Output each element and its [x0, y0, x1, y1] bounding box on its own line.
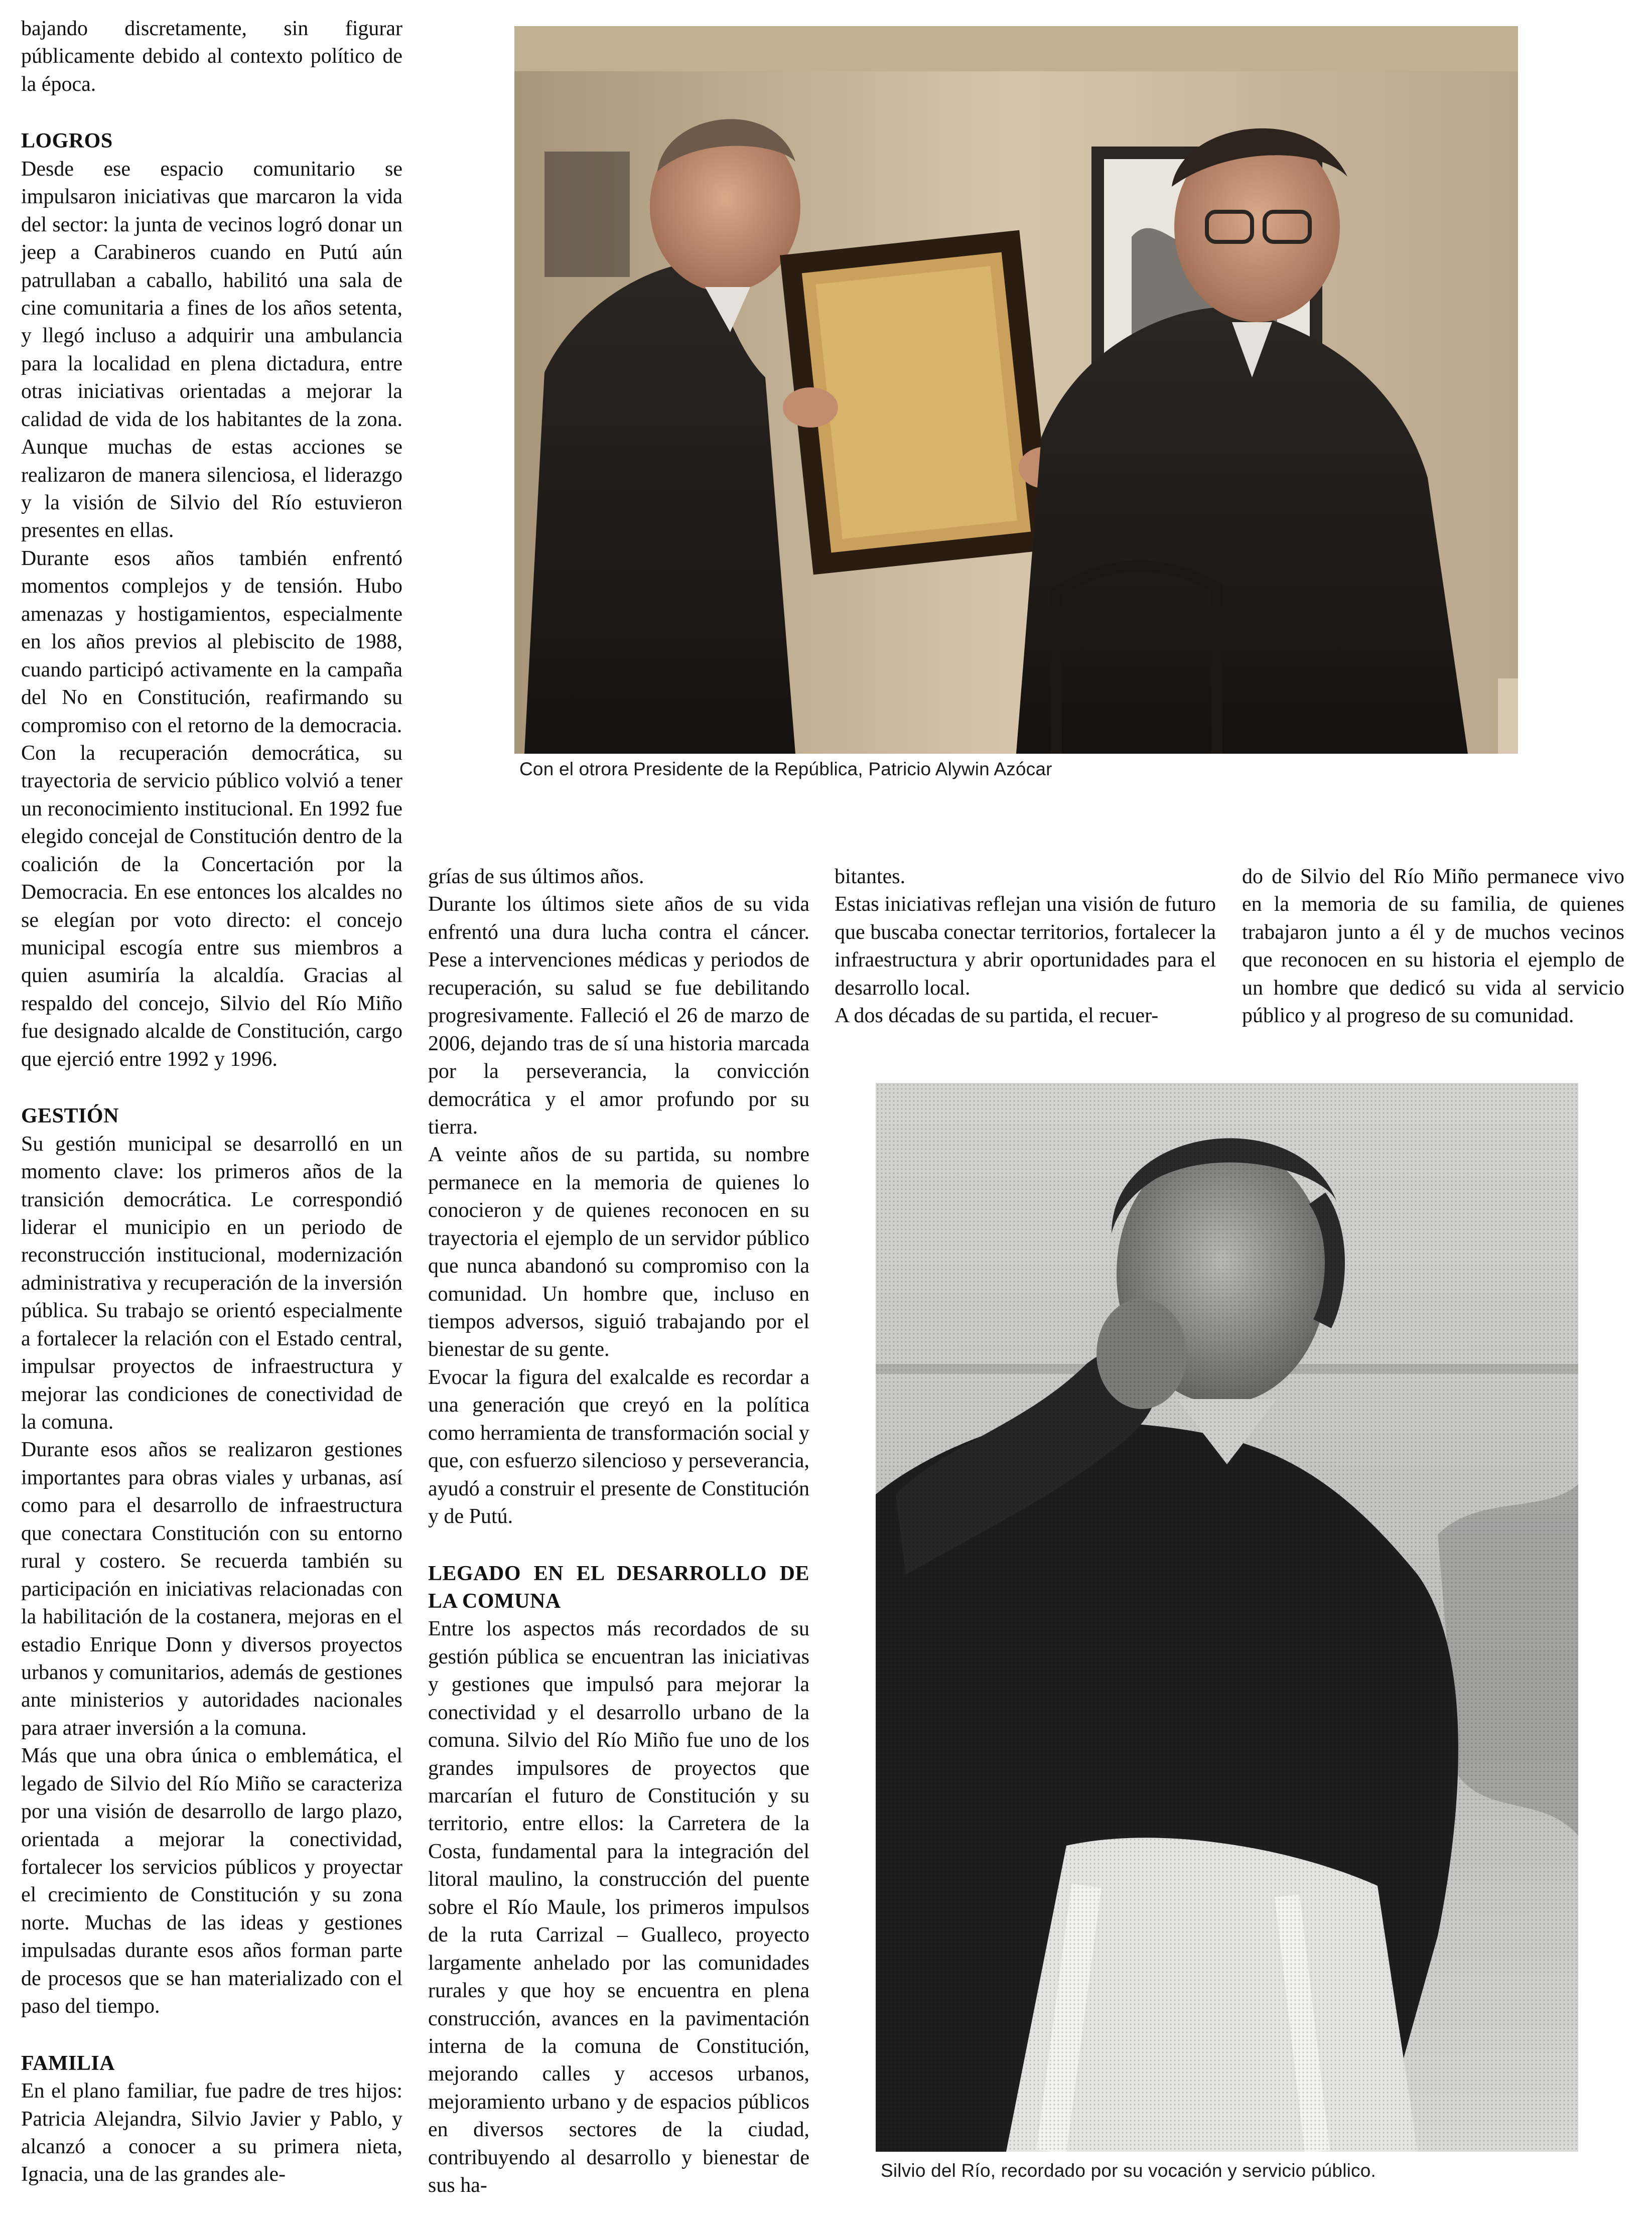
paragraph-veinte-anos: A veinte años de su partida, su nombre permanece en la memoria de quienes lo conocieron y de quienes reconocen en su trayectoria el ejemplo de un servidor público que nunca abandonó su compromiso con la comunidad. Un hombre que, incluso en tiempos adversos, siguió trabajando por el bienestar de su gente.	[428, 1143, 809, 1361]
paragraph-recuperacion: Con la recuperación democrática, su trayectoria de servicio público volvió a tener un reconocimiento institucional. En 1992 fue elegido concejal de Constitución dentro de la coalición de la Concertación por la Democracia. En ese entonces los alcaldes no se elegían por voto directo: el concejo municipal escogía entre sus miembros a quien asumiría la alcaldía. Gracias al respaldo del concejo, Silvio del Río Miño fue designado alcalde de Constitución, cargo que ejerció entre 1992 y 1996.	[21, 741, 402, 1071]
heading-legado: LEGADO EN EL DESARROLLO DE LA COMUNA	[428, 1562, 809, 1613]
column-4	[1242, 863, 1624, 1030]
paragraph-reflejan: Estas iniciativas reflejan una visión de futuro que buscaba conectar territorios, fortalecer la infraestructura y abrir oportunidades para el desarrollo local.	[835, 893, 1216, 1000]
paragraph-memoria: do de Silvio del Río Miño permanece vivo en la memoria de su familia, de quienes trabajaron junto a él y de muchos vecinos que reconocen en su historia el ejemplo de un hombre que dedicó su vida al servicio público y al progreso de su comunidad.	[1242, 865, 1624, 1028]
heading-gestion: GESTIÓN	[21, 1104, 119, 1128]
paragraph-bitantes: bitantes.	[835, 865, 906, 888]
column-3	[835, 863, 1216, 1030]
paragraph-tension: Durante esos años también enfrentó momentos complejos y de tensión. Hubo amenazas y hostigamientos, especialmente en los años previos al plebiscito de 1988, cuando participó activamente en la campaña del No en Constitución, reafirmando su compromiso con el retorno de la democracia.	[21, 546, 402, 737]
paragraph-legado: Entre los aspectos más recordados de su gestión pública se encuentran las iniciativas y gestiones que impulsó para mejorar la conectividad y el desarrollo urbano de la comuna. Silvio del Río Miño fue uno de los grandes impulsores de proyectos que marcarían el futuro de Constitución y su territorio, entre ellos: la Carretera de la Costa, fundamental para la integración del litoral maulino, la construcción del puente sobre el Río Maule, los primeros impulsos de la ruta Carrizal – Gualleco, proyecto largamente anhelado por las comunidades rurales y que hoy se encuentra en plena construcción, avances en la pavimentación interna de la comuna de Constitución, mejorando calles y accesos urbanos, mejoramiento urbano y de espacios públicos en diversos sectores de la ciudad, contribuyendo al desarrollo y bienestar de sus ha-	[428, 1617, 809, 2197]
paragraph-decadas: A dos décadas de su partida, el recuer-	[835, 1004, 1159, 1028]
caption-photo-2: Silvio del Río, recordado por su vocación y servicio público.	[881, 2160, 1376, 2181]
photo-portrait-silvio-del-rio	[876, 1083, 1578, 2152]
column-1	[21, 15, 402, 2189]
paragraph-familia: En el plano familiar, fue padre de tres hijos: Patricia Alejandra, Silvio Javier y Pablo, y alcanzó a conocer a su primera nieta, Ignacia, una de las grandes ale-	[21, 2079, 402, 2186]
photo-presidential-recognition	[514, 26, 1518, 754]
paragraph-alegrias: grías de sus últimos años.	[428, 865, 644, 888]
column-2	[428, 863, 809, 2200]
paragraph-lucha: Durante los últimos siete años de su vida enfrentó una dura lucha contra el cáncer. Pese a intervenciones médicas y periodos de recuperación, su salud se fue debilitando progresivamente. Falleció el 26 de marzo de 2006, dejando tras de sí una historia marcada por la perseverancia, la convicción democrática y el amor profundo por su tierra.	[428, 893, 809, 1139]
paragraph-vision: Más que una obra única o emblemática, el legado de Silvio del Río Miño se caracteriza por una visión de desarrollo de largo plazo, orientada a mejorar la conectividad, fortalecer los servicios públicos y proyectar el crecimiento de Constitución y su zona norte. Muchas de las ideas y gestiones impulsadas durante esos años forman parte de procesos que se han materializado con el paso del tiempo.	[21, 1744, 402, 2018]
paragraph-gestion: Su gestión municipal se desarrolló en un momento clave: los primeros años de la transición democrática. Le correspondió liderar el municipio en un periodo de reconstrucción institucional, modernización administrativa y recuperación de la inversión pública. Su trabajo se orientó especialmente a fortalecer la relación con el Estado central, impulsar proyectos de infraestructura y mejorar las condiciones de conectividad de la comuna.	[21, 1132, 402, 1434]
heading-familia: FAMILIA	[21, 2051, 115, 2075]
paragraph-evocar: Evocar la figura del exalcalde es recordar a una generación que creyó en la política como herramienta de transformación social y que, con esfuerzo silencioso y perseverancia, ayudó a construir el presente de Constitución y de Putú.	[428, 1365, 809, 1528]
caption-photo-1: Con el otrora Presidente de la República, Patricio Alywin Azócar	[519, 759, 1052, 779]
paragraph-gestiones: Durante esos años se realizaron gestiones importantes para obras viales y urbanas, así como para el desarrollo de infraestructura que conectara Constitución con su entorno rural y costero. Se recuerda también su participación en iniciativas relacionadas con la habilitación de la costanera, mejoras en el estadio Enrique Donn y diversos proyectos urbanos y comunitarios, además de gestiones ante ministerios y autoridades nacionales para atraer inversión a la comuna.	[21, 1438, 402, 1740]
paragraph-intro: bajando discretamente, sin figurar públicamente debido al contexto político de la época.	[21, 17, 402, 96]
paragraph-logros: Desde ese espacio comunitario se impulsaron iniciativas que marcaron la vida del sector: la junta de vecinos logró donar un jeep a Carabineros cuando en Putú aún patrullaban a caballo, habilitó una sala de cine comunitaria a fines de los años setenta, y llegó incluso a adquirir una ambulancia para la localidad en plena dictadura, entre otras iniciativas orientadas a mejorar la calidad de vida de los habitantes de la zona. Aunque muchas de estas acciones se realizaron de manera silenciosa, el liderazgo y la visión de Silvio del Río estuvieron presentes en ellas.	[21, 157, 402, 542]
heading-logros: LOGROS	[21, 129, 113, 153]
